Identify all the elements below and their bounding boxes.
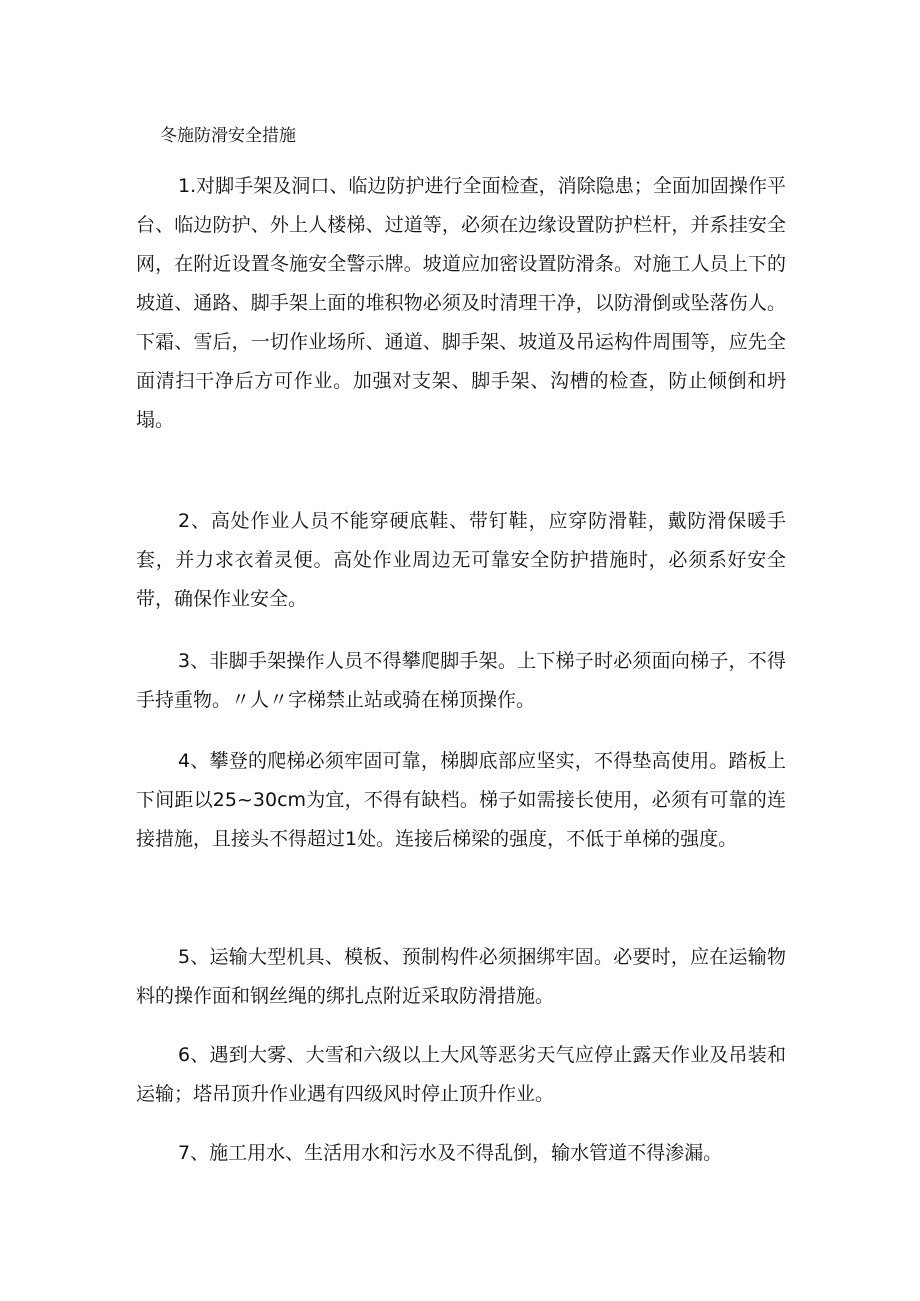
paragraph-3: 3、非脚手架操作人员不得攀爬脚手架。上下梯子时必须面向梯子，不得手持重物。〃人〃字梯禁止站或骑在梯顶操作。 [136, 650, 786, 711]
paragraph-5: 5、运输大型机具、模板、预制构件必须捆绑牢固。必要时，应在运输物料的操作面和钢丝绳的绑扎点附近采取防滑措施。 [136, 946, 786, 1007]
paragraph-1: 1.对脚手架及洞口、临边防护进行全面检查，消除隐患；全面加固操作平台、临边防护、外上人楼梯、过道等，必须在边缘设置防护栏杆，并系挂安全网，在附近设置冬施安全警示牌。坡道应加密设置防滑条。对施工人员上下的坡道、通路、脚手架上面的堆积物必须及时清理干净，以防滑倒或坠落伤人。下霜、雪后，一切作业场所、通道、脚手架、坡道及吊运构件周围等，应先全面清扫干净后方可作业。加强对支架、脚手架、沟槽的检查，防止倾倒和坍塌。 [136, 175, 786, 431]
paragraph-4: 4、攀登的爬梯必须牢固可靠，梯脚底部应坚实，不得垫高使用。踏板上下间距以25~30cm为宜，不得有缺档。梯子如需接长使用，必须有可靠的连接措施，且接头不得超过1处。连接后梯梁的强度，不低于单梯的强度。 [136, 750, 786, 850]
document-title: 冬施防滑安全措施 [160, 126, 296, 146]
paragraph-7: 7、施工用水、生活用水和污水及不得乱倒，输水管道不得渗漏。 [178, 1142, 723, 1164]
paragraph-6: 6、遇到大雾、大雪和六级以上大风等恶劣天气应停止露天作业及吊装和运输；塔吊顶升作业遇有四级风时停止顶升作业。 [136, 1044, 786, 1105]
paragraph-2: 2、高处作业人员不能穿硬底鞋、带钉鞋，应穿防滑鞋，戴防滑保暖手套，并力求衣着灵便。高处作业周边无可靠安全防护措施时，必须系好安全带，确保作业安全。 [136, 510, 786, 610]
